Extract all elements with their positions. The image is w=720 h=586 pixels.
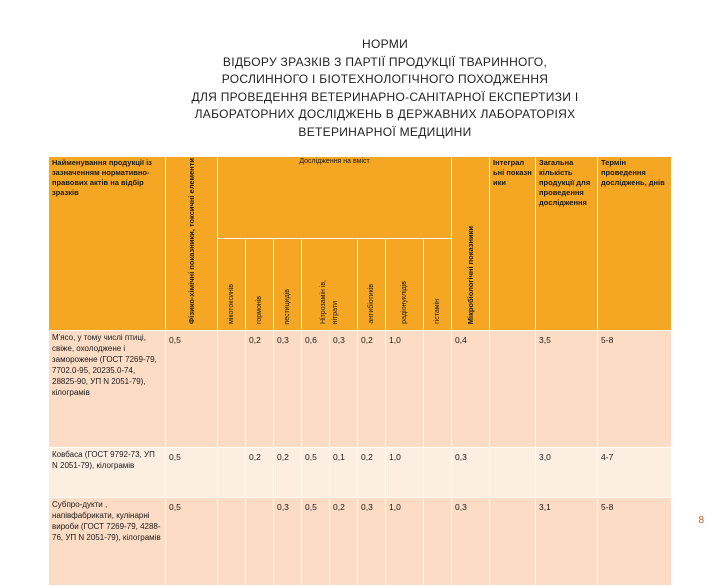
row-radionuclides: 1,0 <box>386 448 424 498</box>
header-microbio: Мікробіологічні показники <box>452 157 490 331</box>
title-line: ДЛЯ ПРОВЕДЕННЯ ВЕТЕРИНАРНО-САНІТАРНОЇ ЕКСПЕРТИЗИ І <box>191 89 579 104</box>
table-row <box>49 331 672 448</box>
row-mycotoxins <box>218 448 246 498</box>
row-term: 4-7 <box>598 448 672 498</box>
row-antibiotics: 0,3 <box>330 331 358 448</box>
row-product: Субпро-дукти , напівфабрикати, кулінарні вироби (ГОСТ 7269-79, 4288-76, УП N 2051-79), кілограмів <box>49 498 166 586</box>
row-nitrosamines: 0,5 <box>302 448 330 498</box>
row-integral <box>490 498 536 586</box>
header-row-1 <box>49 157 672 239</box>
row-nitrosamines: 0,6 <box>302 331 330 448</box>
header-mycotoxins: мікотоксинів <box>218 239 246 331</box>
header-antibiotics: антибіотиків <box>358 239 386 331</box>
row-total: 3,1 <box>536 498 598 586</box>
row-integral <box>490 331 536 448</box>
row-hormones: 0,2 <box>246 331 274 448</box>
row-microbio: 0,4 <box>452 331 490 448</box>
title-line: ВІДБОРУ ЗРАЗКІВ З ПАРТІЇ ПРОДУКЦІЇ ТВАРИННОГО, <box>222 54 548 69</box>
row-microbio: 0,3 <box>452 448 490 498</box>
row-physchem: 0,5 <box>166 448 218 498</box>
row-term: 5-8 <box>598 498 672 586</box>
table-row <box>49 498 672 586</box>
title-line: РОСЛИННОГО І БІОТЕХНОЛОГІЧНОГО ПОХОДЖЕННЯ <box>221 72 549 86</box>
row-antibiotics-2: 0,3 <box>358 498 386 586</box>
row-total: 3,5 <box>536 331 598 448</box>
row-radionuclides: 1,0 <box>386 331 424 448</box>
document-title <box>150 36 620 141</box>
row-antibiotics-2: 0,2 <box>358 331 386 448</box>
header-nitrosamines: Нітрозамін ів, нітрати <box>302 239 358 331</box>
header-integral: Інтеграл ьні показн ики <box>490 157 536 331</box>
row-term: 5-8 <box>598 331 672 448</box>
row-antibiotics: 0,2 <box>330 498 358 586</box>
row-pesticides: 0,2 <box>274 448 302 498</box>
header-product-name: Найменування продукції із зазначенням нормативно-правових актів на відбір зразків <box>49 157 166 331</box>
row-physchem: 0,5 <box>166 331 218 448</box>
header-hormones: гормонів <box>246 239 274 331</box>
row-histamine <box>424 498 452 586</box>
table-row <box>49 448 672 498</box>
row-mycotoxins <box>218 331 246 448</box>
row-product: М'ясо, у тому числі птиці, свіже, охолоджене і заморожене (ГОСТ 7269-79, 7702.0-95, 20235.0-74, 28825-90, УП N 2051-79), кілограмів <box>49 331 166 448</box>
row-hormones <box>246 498 274 586</box>
header-total: Загальна кількість продукції для проведення дослідження <box>536 157 598 331</box>
row-physchem: 0,5 <box>166 498 218 586</box>
header-histamine: гістамін <box>424 239 452 331</box>
row-antibiotics-2: 0,2 <box>358 448 386 498</box>
row-histamine <box>424 331 452 448</box>
row-hormones: 0,2 <box>246 448 274 498</box>
row-integral <box>490 448 536 498</box>
header-term: Термін проведення досліджень, днів <box>598 157 672 331</box>
title-line: НОРМИ <box>362 37 408 51</box>
row-antibiotics: 0,1 <box>330 448 358 498</box>
row-pesticides: 0,3 <box>274 498 302 586</box>
page-number: 8 <box>698 515 704 526</box>
row-mycotoxins <box>218 498 246 586</box>
row-histamine <box>424 448 452 498</box>
header-pesticides: пестицидів <box>274 239 302 331</box>
header-radionuclides: радіонуклідів <box>386 239 424 331</box>
header-physchem: Фізико-хімічні показники, токсичні елементи <box>166 157 218 331</box>
title-line: ЛАБОРАТОРНИХ ДОСЛІДЖЕНЬ В ДЕРЖАВНИХ ЛАБОРАТОРІЯХ <box>194 107 576 121</box>
row-microbio: 0,3 <box>452 498 490 586</box>
row-nitrosamines: 0,5 <box>302 498 330 586</box>
norms-table <box>48 156 672 586</box>
title-line: ВЕТЕРИНАРНОЇ МЕДИЦИНИ <box>298 124 472 139</box>
row-product: Ковбаса (ГОСТ 9792-73, УП N 2051-79), кілограмів <box>49 448 166 498</box>
header-research-group: Дослідження на вміст <box>218 157 452 239</box>
row-total: 3,0 <box>536 448 598 498</box>
row-radionuclides: 1,0 <box>386 498 424 586</box>
row-pesticides: 0,3 <box>274 331 302 448</box>
